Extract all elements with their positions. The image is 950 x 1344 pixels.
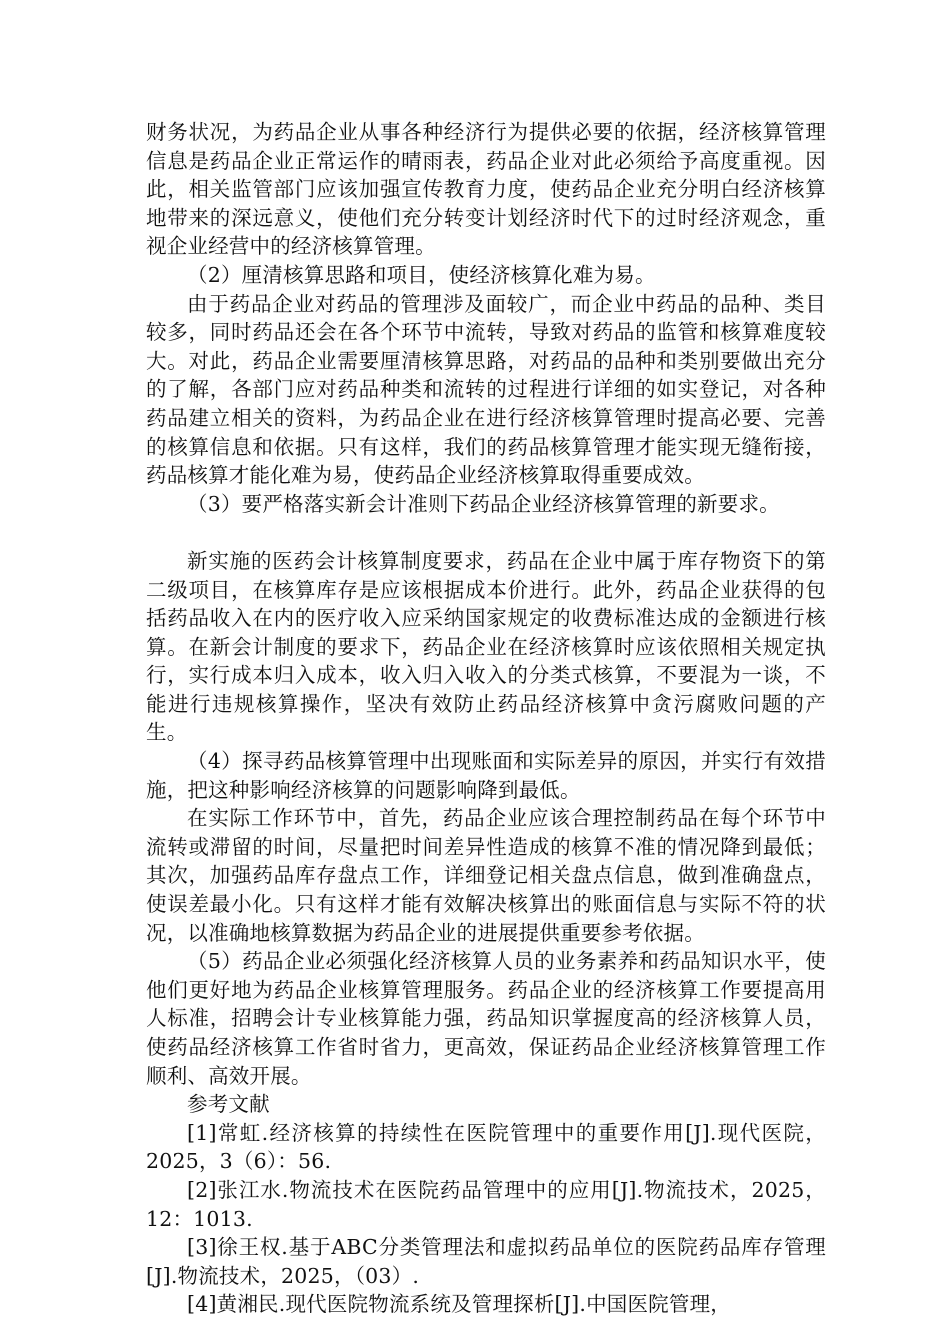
section-heading-5: （5）药品企业必须强化经济核算人员的业务素养和药品知识水平，使他们更好地为药品企业核算管理服务。药品企业的经济核算工作要提高用人标准，招聘会计专业核算能力强，药品知识掌握度高的经济核算人员，使药品经济核算工作省时省力，更高效，保证药品企业经济核算管理工作顺利、高效开展。 bbox=[146, 949, 826, 1088]
document-page bbox=[146, 118, 826, 1319]
body-paragraph: 在实际工作环节中，首先，药品企业应该合理控制药品在每个环节中流转或滞留的时间，尽量把时间差异性造成的核算不准的情况降到最低；其次，加强药品库存盘点工作，详细登记相关盘点信息，做到准确盘点，使误差最小化。只有这样才能有效解决核算出的账面信息与实际不符的状况，以准确地核算数据为药品企业的进展提供重要参考依据。 bbox=[146, 806, 826, 945]
body-paragraph: 由于药品企业对药品的管理涉及面较广，而企业中药品的品种、类目较多，同时药品还会在各个环节中流转，导致对药品的监管和核算难度较大。对此，药品企业需要厘清核算思路，对药品的品种和类别要做出充分的了解，各部门应对药品种类和流转的过程进行详细的如实登记，对各种药品建立相关的资料，为药品企业在进行经济核算管理时提高必要、完善的核算信息和依据。只有这样，我们的药品核算管理才能实现无缝衔接，药品核算才能化难为易，使药品企业经济核算取得重要成效。 bbox=[146, 291, 826, 488]
section-heading-4: （4）探寻药品核算管理中出现账面和实际差异的原因，并实行有效措施，把这种影响经济核算的问题影响降到最低。 bbox=[146, 749, 826, 802]
body-paragraph: 新实施的医药会计核算制度要求，药品在企业中属于库存物资下的第二级项目，在核算库存是应该根据成本价进行。此外，药品企业获得的包括药品收入在内的医疗收入应采纳国家规定的收费标准达成的金额进行核算。在新会计制度的要求下，药品企业在经济核算时应该依照相关规定执行，实行成本归入成本，收入归入收入的分类式核算，不要混为一谈，不能进行违规核算操作，坚决有效防止药品经济核算中贪污腐败问题的产生。 bbox=[146, 548, 826, 745]
reference-item: [4]黄湘民.现代医院物流系统及管理探析[J].中国医院管理， bbox=[187, 1292, 731, 1317]
reference-item: [1]常虹.经济核算的持续性在医院管理中的重要作用[J].现代医院，2025，3（6）：56. bbox=[146, 1120, 826, 1174]
section-heading-3: （3）要严格落实新会计准则下药品企业经济核算管理的新要求。 bbox=[187, 491, 780, 516]
body-paragraph: 财务状况，为药品企业从事各种经济行为提供必要的依据，经济核算管理信息是药品企业正常运作的晴雨表，药品企业对此必须给予高度重视。因此，相关监管部门应该加强宣传教育力度，使药品企业充分明白经济核算地带来的深远意义，使他们充分转变计划经济时代下的过时经济观念，重视企业经营中的经济核算管理。 bbox=[146, 120, 826, 259]
section-heading-2: （2）厘清核算思路和项目，使经济核算化难为易。 bbox=[187, 262, 656, 287]
reference-item: [3]徐王权.基于ABC分类管理法和虚拟药品单位的医院药品库存管理[J].物流技术，2025，（03）. bbox=[146, 1235, 826, 1288]
references-heading: 参考文献 bbox=[187, 1092, 270, 1117]
reference-item: [2]张江水.物流技术在医院药品管理中的应用[J].物流技术，2025，12：1013. bbox=[146, 1177, 826, 1231]
blank-line bbox=[146, 518, 826, 547]
